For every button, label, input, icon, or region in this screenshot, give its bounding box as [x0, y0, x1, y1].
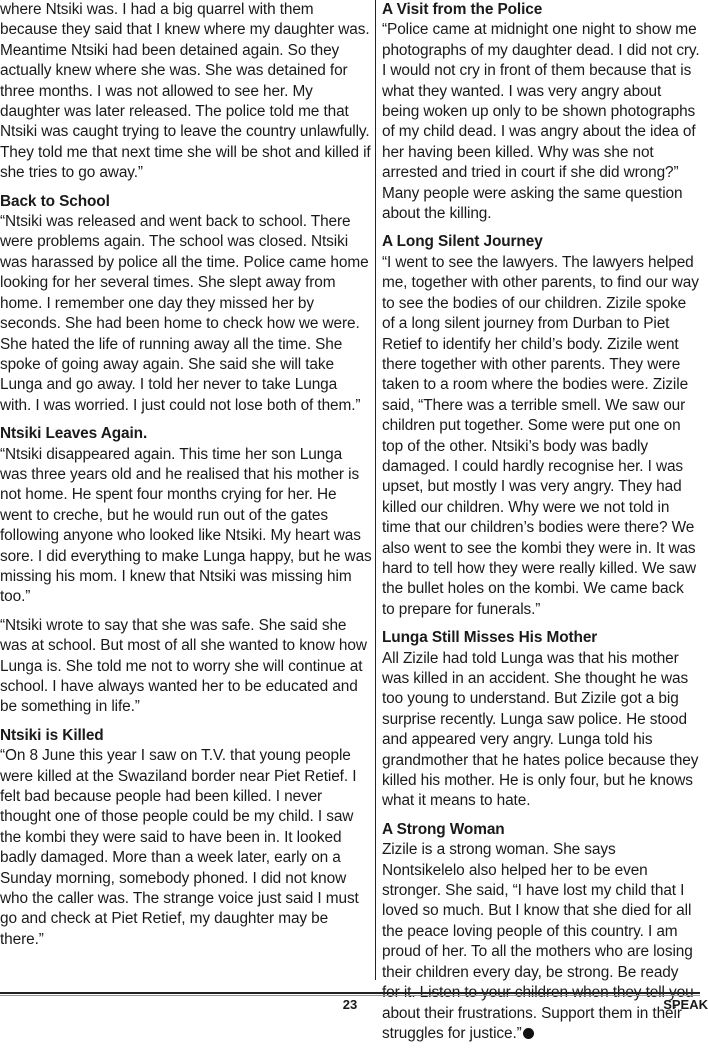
intro-paragraph: where Ntsiki was. I had a big quarrel with them because they said that I knew where my daughter was. Meantime Ntsiki had been detained again. So they actually knew where she was. She was detained for three months. I was not allowed to see her. My daughter was later released. The police told me that Ntsiki was caught trying to leave the country unlawfully. They told me that next time she will be shot and killed if she tries to go away.” [0, 1, 371, 182]
paragraph: “Ntsiki disappeared again. This time her son Lunga was three years old and he realised that his mother is not home. He spent four months crying for her. He went to creche, but he would run out of the gates following anyone who looked like Ntsiki. My heart was sore. I did everything to make Lunga happy, but he was missing his mom. I knew that Ntsiki was missing him too.” [0, 445, 372, 606]
right-column [382, 0, 700, 1052]
section-back-to-school [0, 192, 372, 416]
section-heading: Lunga Still Misses His Mother [382, 629, 598, 647]
footer-rule-thin [0, 995, 700, 996]
section-visit-from-police [382, 0, 700, 224]
section-heading: A Visit from the Police [382, 1, 543, 18]
paragraph-text: Zizile is a strong woman. She says Nontsikelelo also helped her to be even stronger. She said, “I have lost my child that I loved so much. But I know that she died for all the peace loving people of this country. I am proud of her. To all the mothers who are losing their children every day, be strong. Be ready about their frustrations. Support them in their struggles for justice.” [382, 841, 693, 1042]
intro-section [0, 0, 372, 184]
left-column [0, 0, 372, 958]
section-ntsiki-leaves-again [0, 424, 372, 718]
section-heading: Ntsiki Leaves Again. [0, 425, 148, 443]
section-heading: Ntsiki is Killed [0, 726, 104, 744]
paragraph: “I went to see the lawyers. The lawyers helped me, together with other parents, to find our way to see the bodies of our children. Zizile spoke of a long silent journey from Durban to Piet Retief to identify her child’s body. Zizile went there together with other parents. They were taken to a room where the bodies were. Zizile said, “There was a terrible smell. We saw our children put together. Some were put one on top of the other. Ntsiki’s body was badly damaged. I could hardly recognise her. I was upset, but mostly I was very angry. They had killed our children. Why were we not told in time that our children’s bodies were there? We also went to see the kombi they were in. It was hard to tell how they were really killed. We saw the bullet holes on the kombi. We came back to prepare for funerals.” [382, 253, 699, 618]
paragraph: “Ntsiki wrote to say that she was safe. She said she was at school. But most of all she wanted to know how Lunga is. She told me not to worry she will continue at school. I have always wanted her to be educated and be something in life.” [0, 616, 367, 716]
footer-rule [0, 992, 700, 994]
section-long-silent-journey [382, 232, 700, 620]
paragraph: “On 8 June this year I saw on T.V. that young people were killed at the Swaziland border near Piet Retief. I felt bad because people had been killed. I never thought one of those people could be my child. I saw the kombi they were said to have been in. It looked badly damaged. More than a week later, early on a Sunday morning, somebody phoned. I did not know who the caller was. The strange voice just said I must go and check at Piet Retief, my daughter may be there.” [0, 747, 359, 948]
section-ntsiki-is-killed [0, 726, 372, 950]
paragraph: “Ntsiki was released and went back to school. There were problems again. The school was closed. Ntsiki was harassed by police all the time. Police came home looking for her several times. She slept away from home. I remember one day they missed her by seconds. She had been home to check how we were. She hated the life of running away all the time. She spoke of going away again. She said she will take Lunga and go away. I told her never to take Lunga with. I was worried. I just could not lose both of them.” [0, 213, 369, 414]
running-head: SPEAK [663, 997, 708, 1012]
section-heading: A Strong Woman [382, 820, 505, 838]
section-lunga-misses-mother [382, 628, 700, 812]
paragraph: “Police came at midnight one night to show me photographs of my daughter dead. I did not cry. I would not cry in front of them because that is what they wanted. I was very angry about being woken up only to be shown photographs of my child dead. I was angry about the idea of her having been killed. Why was she not arrested and tried in court if she did wrong?” Many people were asking the same question about the killing. [382, 21, 700, 223]
paragraph [382, 840, 700, 1044]
end-mark-bullet-icon [523, 1028, 534, 1039]
page-number: 23 [342, 997, 358, 1012]
paragraph: All Zizile had told Lunga was that his mother was killed in an accident. She thought he was too young to understand. But Zizile got a big surprise recently. Lunga saw police. He stood and appeared very angry. Lunga told his grandmother that he hates police because they killed his mother. He is only four, but he knows what it means to hate. [382, 649, 699, 810]
section-heading: A Long Silent Journey [382, 233, 543, 251]
column-divider [375, 0, 376, 980]
section-heading: Back to School [0, 192, 110, 210]
